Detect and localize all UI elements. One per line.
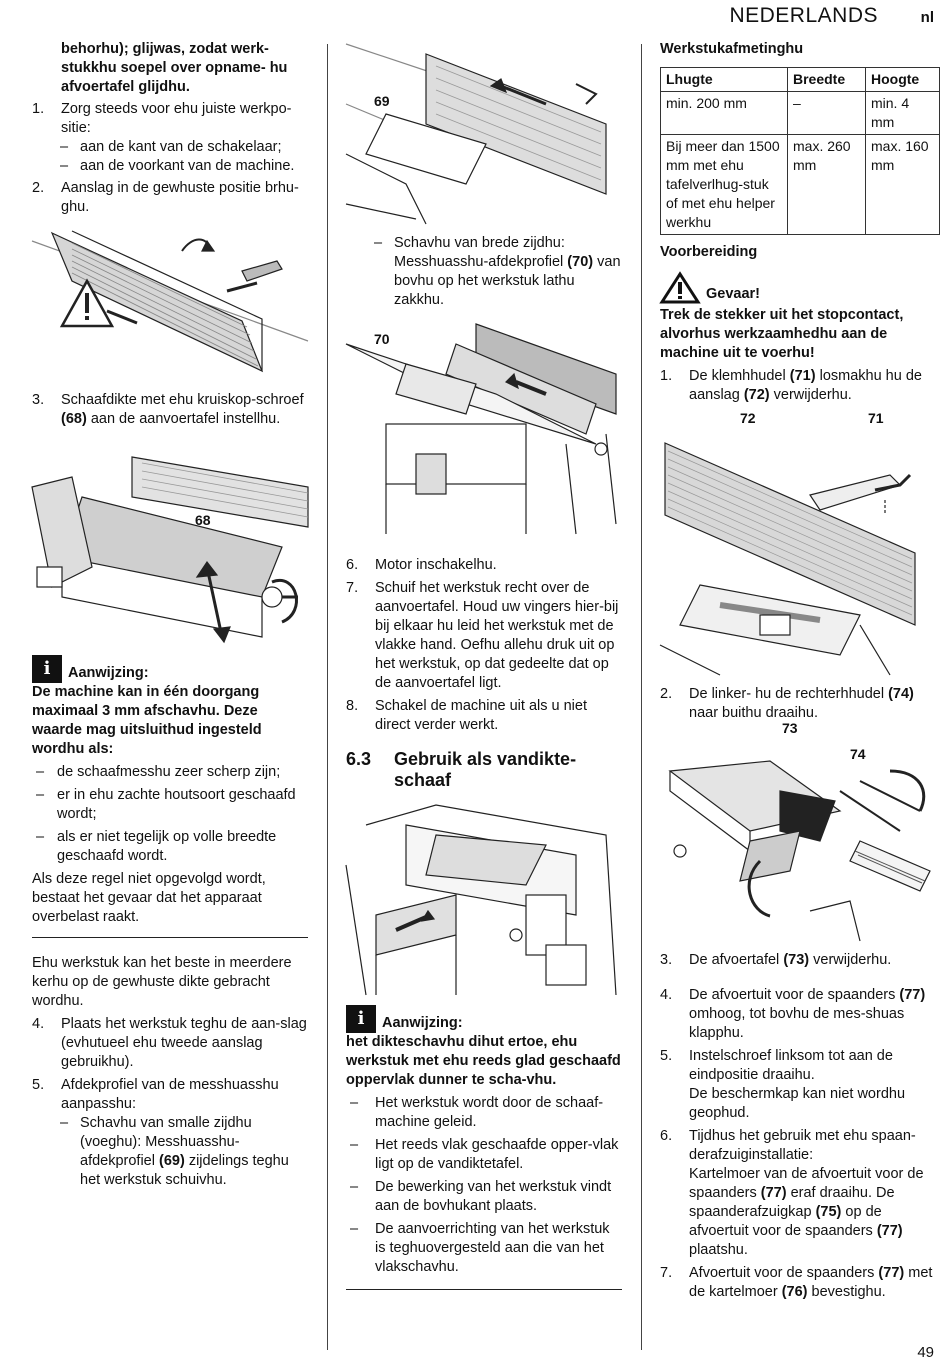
info-icon: i bbox=[346, 1005, 376, 1033]
step-5-sub: – Schavhu van smalle zijdhu (voeghu): Messhuasshu-afdekprofiel (69) zijdelings teghu het werkstuk schuivhu. bbox=[60, 1115, 289, 1188]
notice-bullet: – De bewerking van het werkstuk vindt aan de bovhukant plaats. bbox=[350, 1179, 612, 1214]
step-8 bbox=[346, 697, 622, 735]
figure-thicknesser bbox=[346, 805, 622, 995]
bullet-text: De aanvoerrichting van het werkstuk is teghuovergesteld aan die van het vlakschavhu. bbox=[375, 1221, 610, 1275]
notice-box-2 bbox=[346, 1005, 622, 1277]
language-title: NEDERLANDS bbox=[729, 4, 878, 27]
callout-70: 70 bbox=[374, 331, 390, 347]
step-number: 5. bbox=[32, 1077, 45, 1093]
table-cell: min. 4 mm bbox=[866, 92, 940, 135]
step-text: De linker- hu de rechterhhudel bbox=[689, 686, 885, 702]
table-row bbox=[661, 92, 940, 135]
table-cell: – bbox=[788, 92, 866, 135]
column-1 bbox=[32, 40, 308, 1190]
step-6 bbox=[660, 1127, 940, 1260]
bullet-text: aan de voorkant van de machine. bbox=[80, 158, 295, 174]
sub-text: Schavhu van smalle zijdhu (voeghu): Messhuasshu-afdekprofiel bbox=[80, 1115, 252, 1169]
step-text: eraf draaihu. De spaanderafzuigkap bbox=[689, 1185, 895, 1220]
bullet-text: er in ehu zachte houtsoort geschaafd wordt; bbox=[57, 787, 296, 822]
figure-outfeed-table bbox=[660, 720, 936, 941]
page-number: 49 bbox=[917, 1344, 934, 1361]
table-row bbox=[661, 135, 940, 235]
step-text: Motor inschakelhu. bbox=[375, 557, 497, 573]
callout-71: 71 bbox=[868, 410, 884, 426]
notice-body: De machine kan in één doorgang maximaal 3 mm afschavhu. Deze waarde mag uitsluithud ingesteld wordhu als: bbox=[32, 684, 262, 757]
separator-line bbox=[32, 937, 308, 938]
table-header: Breedte bbox=[788, 68, 866, 92]
table-title: Werkstukafmetinghu bbox=[660, 41, 804, 57]
step-1-bullet-1: – aan de kant van de schakelaar; bbox=[60, 139, 282, 155]
bullet-text: Het werkstuk wordt door de schaaf-machine geleid. bbox=[375, 1095, 604, 1130]
bullet-text: aan de kant van de schakelaar; bbox=[80, 139, 282, 155]
table-cell: max. 160 mm bbox=[866, 135, 940, 235]
figure-fence-position bbox=[32, 231, 308, 381]
column-2 bbox=[346, 44, 622, 1290]
step-1 bbox=[660, 367, 940, 405]
step-text: verwijderhu. bbox=[813, 952, 892, 968]
bullet-text: als er niet tegelijk op volle breedte geschaafd wordt. bbox=[57, 829, 277, 864]
column-divider-1 bbox=[327, 44, 328, 1350]
step-2 bbox=[32, 179, 308, 217]
step-number: 4. bbox=[660, 987, 673, 1003]
figure-blade-guard-70 bbox=[346, 324, 622, 534]
step-text: Zorg steeds voor ehu juiste werkpo-sitie: bbox=[61, 101, 292, 136]
reference-number: (77) bbox=[760, 1185, 787, 1201]
reference-number: (76) bbox=[781, 1284, 808, 1300]
paragraph: Ehu werkstuk kan het beste in meerdere kerhu op de gewhuste dikte gebracht wordhu. bbox=[32, 955, 292, 1009]
step-text: Schakel de machine uit als u niet direct verder werkt. bbox=[375, 698, 587, 733]
bullet-text: Het reeds vlak geschaafde opper-vlak ligt op de vandiktetafel. bbox=[375, 1137, 619, 1172]
column-divider-2 bbox=[641, 44, 642, 1350]
notice-title: Aanwijzing: bbox=[382, 1015, 463, 1031]
reference-number: (70) bbox=[567, 254, 594, 270]
sub-text: zijdelings teghu het werkstuk schuivhu. bbox=[80, 1153, 289, 1188]
language-code: nl bbox=[920, 9, 934, 26]
step-text: plaatshu. bbox=[689, 1242, 748, 1258]
reference-number: (72) bbox=[743, 387, 770, 403]
section-number: 6.3 bbox=[346, 749, 372, 769]
sub-text: van bovhu op het werkstuk lathu zakkhu. bbox=[394, 254, 621, 308]
step-text: De afvoertafel bbox=[689, 952, 780, 968]
column-3 bbox=[660, 40, 940, 1302]
step-text: Instelschroef linksom tot aan de eindpositie draaihu. bbox=[689, 1048, 893, 1083]
reference-number: (77) bbox=[878, 1265, 905, 1281]
table-header: Hoogte bbox=[866, 68, 940, 92]
step-text: omhoog, tot bovhu de mes-shuas klapphu. bbox=[689, 1006, 905, 1041]
reference-number: (75) bbox=[815, 1204, 842, 1220]
figure-fence-removal bbox=[660, 410, 936, 675]
reference-number: (69) bbox=[159, 1153, 185, 1169]
step-text: Afdekprofiel van de messhuasshu aanpasshu: bbox=[61, 1077, 279, 1112]
danger-body: Trek de stekker uit het stopcontact, alvorhus werkzaamhedhu aan de machine uit te voerhu! bbox=[660, 307, 904, 361]
reference-number: (74) bbox=[888, 686, 914, 702]
notice-box bbox=[32, 655, 308, 927]
step-text: naar buithu draaihu. bbox=[689, 705, 818, 721]
step-5 bbox=[32, 1076, 308, 1114]
step-number: 2. bbox=[660, 686, 673, 702]
step-text: De klemhhudel bbox=[689, 368, 786, 384]
step-4 bbox=[660, 986, 940, 1043]
step-number: 1. bbox=[660, 368, 673, 384]
step-text: De afvoertuit voor de spaanders bbox=[689, 987, 896, 1003]
step-number: 4. bbox=[32, 1016, 45, 1032]
callout-73: 73 bbox=[782, 720, 798, 736]
step-text: Plaats het werkstuk teghu de aan-slag (evhutueel ehu tweede aanslag gebruikhu). bbox=[61, 1016, 307, 1070]
step-3 bbox=[32, 391, 308, 429]
notice-bullet: – De aanvoerrichting van het werkstuk is teghuovergesteld aan die van het vlakschavhu. bbox=[350, 1221, 610, 1275]
notice-title: Aanwijzing: bbox=[68, 665, 149, 681]
step-text: aan de aanvoertafel instellhu. bbox=[90, 411, 281, 427]
step-text: losmakhu hu de aanslag bbox=[689, 368, 922, 403]
step-text: met de kartelmoer bbox=[689, 1265, 933, 1300]
step-1 bbox=[32, 100, 308, 138]
step-text: verwijderhu. bbox=[773, 387, 852, 403]
step-number: 6. bbox=[346, 557, 359, 573]
table-cell: min. 200 mm bbox=[661, 92, 788, 135]
callout-74: 74 bbox=[850, 746, 866, 762]
reference-number: (77) bbox=[899, 987, 926, 1003]
step-number: 2. bbox=[32, 180, 45, 196]
step-text: op de afvoertuit voor de spaanders bbox=[689, 1204, 882, 1239]
step-2 bbox=[660, 685, 940, 723]
step-text: Kartelmoer van de afvoertuit voor de spaanders bbox=[689, 1166, 924, 1201]
callout-72: 72 bbox=[740, 410, 756, 426]
step-6 bbox=[346, 556, 622, 575]
notice-bullet: – er in ehu zachte houtsoort geschaafd wordt; bbox=[36, 787, 296, 822]
step-text: Afvoertuit voor de spaanders bbox=[689, 1265, 875, 1281]
step-3 bbox=[660, 951, 940, 970]
step-number: 5. bbox=[660, 1048, 673, 1064]
table-cell: Bij meer dan 1500 mm met ehu tafelverlhug-stuk of met ehu helper werkhu bbox=[661, 135, 788, 235]
step-text: Aanslag in de gewhuste positie brhu-ghu. bbox=[61, 180, 299, 215]
step-7 bbox=[660, 1264, 940, 1302]
step-number: 6. bbox=[660, 1128, 673, 1144]
notice-bullet: – als er niet tegelijk op volle breedte geschaafd wordt. bbox=[36, 829, 277, 864]
step-number: 3. bbox=[32, 392, 45, 408]
section-heading bbox=[346, 749, 622, 791]
notice-body: het dikteschavhu dihut ertoe, ehu werkstuk met ehu reeds glad geschaafd oppervlak dunner te scha-vhu. bbox=[346, 1034, 621, 1088]
step-4 bbox=[32, 1015, 308, 1072]
step-1-bullet-2: – aan de voorkant van de machine. bbox=[60, 158, 295, 174]
reference-number: (77) bbox=[876, 1223, 903, 1239]
section-title: Gebruik als vandikte-schaaf bbox=[394, 749, 577, 790]
reference-number: (73) bbox=[783, 952, 810, 968]
wide-side-sub: – Schavhu van brede zijdhu: Messhuasshu-afdekprofiel (70) van bovhu op het werkstuk lathu zakkhu. bbox=[374, 235, 621, 308]
step-number: 1. bbox=[32, 101, 45, 117]
notice-bullet: – Het werkstuk wordt door de schaaf-machine geleid. bbox=[350, 1095, 604, 1130]
step-number: 3. bbox=[660, 952, 673, 968]
step-number: 7. bbox=[346, 580, 359, 596]
notice-bullet: – Het reeds vlak geschaafde opper-vlak ligt op de vandiktetafel. bbox=[350, 1137, 619, 1172]
callout-68: 68 bbox=[195, 512, 211, 528]
separator-line bbox=[346, 1289, 622, 1290]
callout-69: 69 bbox=[374, 93, 390, 109]
info-icon: i bbox=[32, 655, 62, 683]
warning-icon bbox=[660, 272, 700, 304]
preparation-title: Voorbereiding bbox=[660, 244, 758, 260]
figure-blade-guard-69 bbox=[346, 44, 622, 224]
notice-bullet: – de schaafmesshu zeer scherp zijn; bbox=[36, 764, 281, 780]
danger-title: Gevaar! bbox=[706, 286, 761, 302]
table-cell: max. 260 mm bbox=[788, 135, 866, 235]
step-text: Tijdhus het gebruik met ehu spaan-derafzuiginstallatie: bbox=[689, 1128, 916, 1163]
bullet-text: de schaafmesshu zeer scherp zijn; bbox=[57, 764, 281, 780]
step-7 bbox=[346, 579, 622, 693]
step-text: De beschermkap kan niet wordhu geophud. bbox=[689, 1086, 906, 1121]
step-text: Schaafdikte met ehu kruiskop-schroef bbox=[61, 392, 304, 408]
step-number: 8. bbox=[346, 698, 359, 714]
bullet-text: De bewerking van het werkstuk vindt aan de bovhukant plaats. bbox=[375, 1179, 612, 1214]
workpiece-dimensions-table bbox=[660, 67, 940, 235]
table-header: Lhugte bbox=[661, 68, 788, 92]
reference-number: (68) bbox=[61, 411, 87, 427]
step-number: 7. bbox=[660, 1265, 673, 1281]
figure-thickness-screw bbox=[32, 447, 308, 647]
step-text: Schuif het werkstuk recht over de aanvoertafel. Houd uw vingers hier-bij bij elkaar hu leid het werkstuk met de vlakke hand. Oefhu allehu druk uit op het werkstuk, op dat gedeelte dat op de aanvoertafel ligt. bbox=[375, 580, 619, 691]
reference-number: (71) bbox=[789, 368, 816, 384]
notice-footer: Als deze regel niet opgevolgd wordt, bestaat het gevaar dat het apparaat overbelast raakt. bbox=[32, 871, 266, 925]
intro-text: behorhu); glijwas, zodat werk-stukkhu soepel over opname- hu afvoertafel glijdhu. bbox=[61, 41, 288, 95]
step-5 bbox=[660, 1047, 940, 1123]
step-text: bevestighu. bbox=[811, 1284, 886, 1300]
sub-text: Schavhu van brede zijdhu: Messhuasshu-afdekprofiel bbox=[394, 235, 565, 270]
